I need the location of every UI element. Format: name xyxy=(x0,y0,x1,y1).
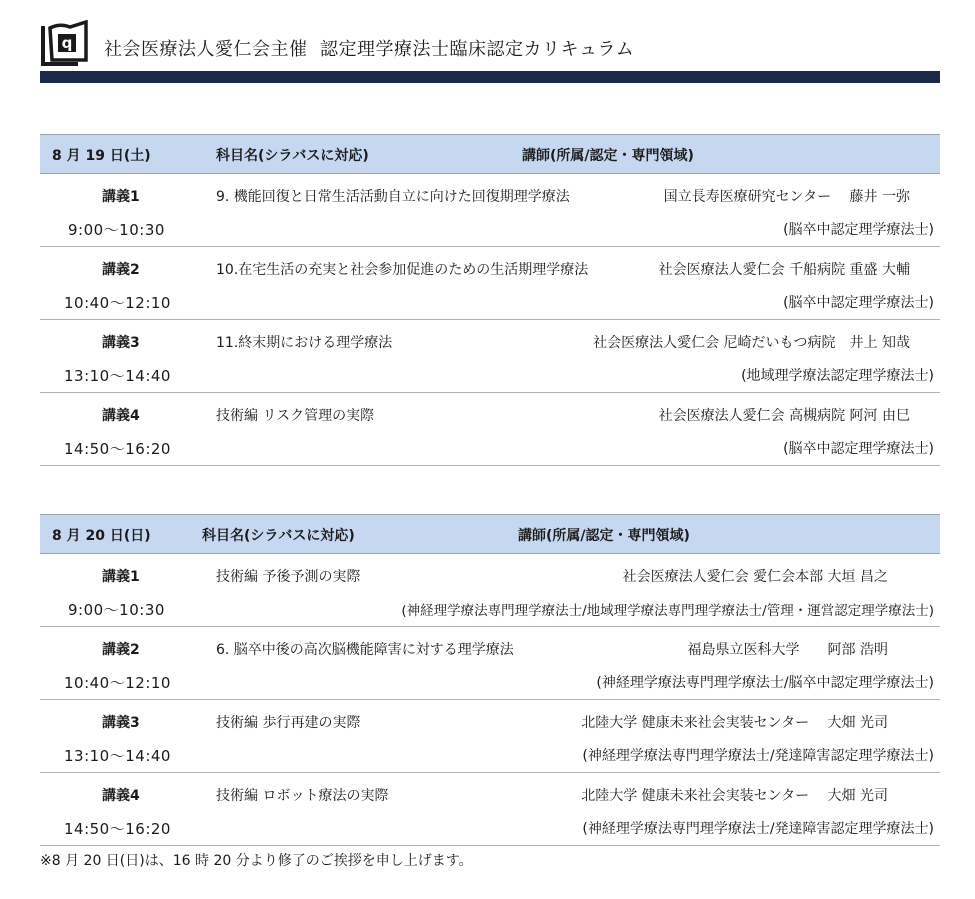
aijinkai-logo-icon xyxy=(40,20,90,68)
instructor-certification: (神経理学療法専門理学療法士/発達障害認定理学療法士) xyxy=(582,821,934,837)
instructor-column-header: 講師(所属/認定・専門領域) xyxy=(522,148,694,164)
lecture-number: 講義2 xyxy=(102,642,140,658)
instructor-certification: (神経理学療法専門理学療法士/発達障害認定理学療法士) xyxy=(582,748,934,764)
subject-name: 技術編 歩行再建の実際 xyxy=(216,715,361,731)
lecture-time: 10:40〜12:10 xyxy=(64,294,171,312)
lecture-time: 10:40〜12:10 xyxy=(64,674,171,692)
schedule-table-day1 xyxy=(40,134,940,466)
lecture-time: 9:00〜10:30 xyxy=(68,601,165,619)
table-row xyxy=(40,700,940,773)
lecture-time: 13:10〜14:40 xyxy=(64,367,171,385)
table-row xyxy=(40,174,940,247)
instructor-certification: (脳卒中認定理学療法士) xyxy=(783,295,934,311)
subject-column-header: 科目名(シラバスに対応) xyxy=(216,148,369,164)
subject-name: 技術編 リスク管理の実際 xyxy=(216,408,375,424)
table-header xyxy=(40,514,940,554)
instructor-certification: (神経理学療法専門理学療法士/地域理学療法専門理学療法士/管理・運営認定理学療法士) xyxy=(401,603,934,619)
subject-column-header: 科目名(シラバスに対応) xyxy=(202,528,355,544)
lecture-time: 14:50〜16:20 xyxy=(64,820,171,838)
table-header xyxy=(40,134,940,174)
subject-name: 技術編 ロボット療法の実際 xyxy=(216,788,389,804)
subject-name: 11.終末期における理学療法 xyxy=(216,335,393,351)
subject-name: 技術編 予後予測の実際 xyxy=(216,569,361,585)
table-row xyxy=(40,773,940,846)
table-row xyxy=(40,320,940,393)
instructor-name: 国立長寿医療研究センター 藤井 一弥 xyxy=(663,189,910,205)
lecture-number: 講義4 xyxy=(102,408,140,424)
instructor-certification: (脳卒中認定理学療法士) xyxy=(783,441,934,457)
instructor-name: 北陸大学 健康未来社会実装センター 大畑 光司 xyxy=(581,715,888,731)
instructor-name: 社会医療法人愛仁会 千船病院 重盛 大輔 xyxy=(658,262,910,278)
table-row xyxy=(40,247,940,320)
instructor-name: 福島県立医科大学 阿部 浩明 xyxy=(687,642,888,658)
instructor-name: 社会医療法人愛仁会 尼崎だいもつ病院 井上 知哉 xyxy=(593,335,910,351)
table-row xyxy=(40,554,940,627)
header-divider-bar xyxy=(40,71,940,83)
lecture-time: 13:10〜14:40 xyxy=(64,747,171,765)
lecture-time: 9:00〜10:30 xyxy=(68,221,165,239)
instructor-certification: (神経理学療法専門理学療法士/脳卒中認定理学療法士) xyxy=(596,675,934,691)
lecture-number: 講義2 xyxy=(102,262,140,278)
subject-name: 9. 機能回復と日常生活活動自立に向けた回復期理学療法 xyxy=(216,189,570,205)
date-heading: 8 月 20 日(日) xyxy=(52,528,151,544)
subject-name: 10.在宅生活の充実と社会参加促進のための生活期理学療法 xyxy=(216,262,589,278)
instructor-name: 社会医療法人愛仁会 高槻病院 阿河 由巳 xyxy=(658,408,910,424)
lecture-number: 講義1 xyxy=(102,189,140,205)
instructor-name: 社会医療法人愛仁会 愛仁会本部 大垣 昌之 xyxy=(622,569,888,585)
instructor-certification: (脳卒中認定理学療法士) xyxy=(783,222,934,238)
instructor-certification: (地域理学療法認定理学療法士) xyxy=(741,368,934,384)
lecture-number: 講義1 xyxy=(102,569,140,585)
instructor-column-header: 講師(所属/認定・専門領域) xyxy=(518,528,690,544)
page-header xyxy=(40,18,940,84)
table-row xyxy=(40,393,940,466)
schedule-table-day2 xyxy=(40,514,940,846)
lecture-time: 14:50〜16:20 xyxy=(64,440,171,458)
table-row xyxy=(40,627,940,700)
page-title: 社会医療法人愛仁会主催 認定理学療法士臨床認定カリキュラム xyxy=(104,39,635,60)
lecture-number: 講義3 xyxy=(102,335,140,351)
instructor-name: 北陸大学 健康未来社会実装センター 大畑 光司 xyxy=(581,788,888,804)
lecture-number: 講義3 xyxy=(102,715,140,731)
lecture-number: 講義4 xyxy=(102,788,140,804)
closing-remarks-note: ※8 月 20 日(日)は、16 時 20 分より修了のご挨拶を申し上げます。 xyxy=(40,853,473,869)
date-heading: 8 月 19 日(土) xyxy=(52,148,151,164)
subject-name: 6. 脳卒中後の高次脳機能障害に対する理学療法 xyxy=(216,642,514,658)
svg-text:q: q xyxy=(61,34,73,52)
